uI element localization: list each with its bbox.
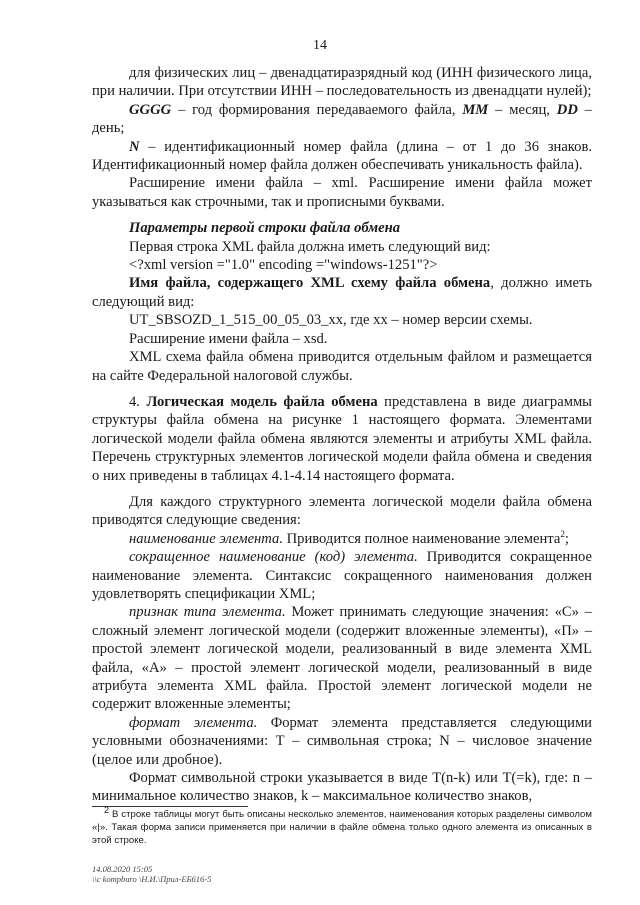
text: – идентификационный номер файла (длина – от 1 до 36 знаков. Идентификационный номер файла должен обеспечивать уникальность файла). — [92, 138, 592, 174]
stamp-path: \\c kompburo \Н.И.\Прил-ЕБ616-5 — [92, 874, 212, 884]
footnote-mark: 2 — [104, 804, 110, 815]
item-element-name — [92, 530, 592, 548]
text: Может принимать следующие значения: «С» – сложный элемент логической модели (содержит вложенные элементы), «П» – простой элемент логической модели, реализованный в виде элемента XML файла, «А» – простой элемент логической модели, реализованный в виде атрибута элемента XML файла. Простой элемент логической модели не содержит вложенные элементы; — [92, 604, 592, 713]
code-mm: MM — [462, 101, 489, 118]
item-element-format — [92, 714, 592, 769]
paragraph-schema-name — [92, 274, 592, 311]
text: Расширение имени файла – xml. Расширение имени файла может указываться как строчными, так и прописными буквами. — [92, 175, 592, 210]
italic-term: сокращенное наименование (код) элемента. — [129, 549, 418, 566]
text: XML схема файла обмена приводится отдельным файлом и размещается на сайте Федеральной налоговой службы. — [92, 349, 592, 384]
text: Формат символьной строки указывается в виде Т(n-k) или Т(=k), где: n – минимальное количество знаков, k – максимальное количество знаков, — [92, 770, 592, 805]
text: – месяц, — [488, 101, 557, 118]
footnote-divider — [92, 806, 248, 807]
text: – день; — [92, 101, 592, 137]
bold-text: Логическая модель файла обмена — [146, 393, 378, 410]
footnote — [92, 804, 592, 848]
italic-term: признак типа элемента. — [129, 604, 286, 621]
text: UT_SBSOZD_1_515_00_05_03_xx, где хх – номер версии схемы. — [129, 312, 533, 329]
footnote-ref: 2 — [560, 528, 565, 539]
text: <?xml version ="1.0" encoding ="windows-1251"?> — [129, 257, 438, 274]
code-gggg: GGGG — [129, 101, 172, 118]
paragraph-xsd — [92, 330, 592, 348]
schema-filename — [92, 311, 592, 329]
stamp-date: 14.08.2020 15:05 — [92, 864, 153, 874]
paragraph-schema-location — [92, 348, 592, 385]
text: ; — [564, 530, 569, 547]
text: Приводится сокращенное наименование элемента. Синтаксис сокращенного наименования должен удовлетворять спецификации XML; — [92, 549, 592, 602]
paragraph-id-number — [92, 138, 592, 175]
page-number: 14 — [313, 38, 327, 53]
paragraph-logical-model — [92, 393, 592, 485]
text: представлена в виде диаграммы структуры файла обмена на рисунке 1 настоящего формата. Элементами логической модели файла обмена являются элементы и атрибуты XML файла. Перечень структурных элементов логической модели файла обмена и сведения о них приведены в таблицах 4.1-4.14 настоящего формата. — [92, 393, 592, 484]
code-dd: DD — [556, 101, 578, 118]
section-heading-first-line — [92, 219, 592, 237]
text: , должно иметь следующий вид: — [92, 275, 592, 310]
text: – год формирования передаваемого файла, — [171, 101, 463, 118]
text: для физических лиц – двенадцатиразрядный код (ИНН физического лица, при наличии. При отсутствии ИНН – последовательность из двенадцати нулей); — [92, 65, 592, 100]
document-body — [92, 64, 592, 806]
paragraph-inn-clause — [92, 64, 592, 101]
italic-term: наименование элемента. — [129, 530, 283, 547]
item-element-type — [92, 603, 592, 713]
paragraph-element-info — [92, 493, 592, 530]
xml-declaration — [92, 256, 592, 274]
paragraph-extension — [92, 174, 592, 211]
text: Первая строка XML файла должна иметь следующий вид: — [129, 238, 491, 255]
code-n: N — [129, 138, 140, 155]
print-stamp — [92, 864, 211, 884]
text: Расширение имени файла – xsd. — [129, 330, 328, 347]
heading-text: Параметры первой строки файла обмена — [129, 220, 401, 237]
paragraph-string-format — [92, 769, 592, 806]
text: Для каждого структурного элемента логической модели файла обмена приводятся следующие сведения: — [92, 493, 592, 529]
bold-text: Имя файла, содержащего XML схему файла обмена — [129, 275, 491, 292]
paragraph-date-format — [92, 101, 592, 138]
text: Приводится полное наименование элемента — [282, 530, 561, 547]
italic-term: формат элемента. — [129, 714, 258, 731]
text: 4. — [129, 393, 147, 410]
footnote-text: В строке таблицы могут быть описаны несколько элементов, наименования которых разделены символом «|». Такая форма записи применяется при наличии в файле обмена только одного элемента из описанных в этой строке. — [92, 809, 592, 847]
paragraph-first-line — [92, 238, 592, 256]
text: Формат элемента представляется следующими условными обозначениями: Т – символьная строка; N – числовое значение (целое или дробное). — [92, 714, 592, 768]
item-element-code — [92, 548, 592, 603]
